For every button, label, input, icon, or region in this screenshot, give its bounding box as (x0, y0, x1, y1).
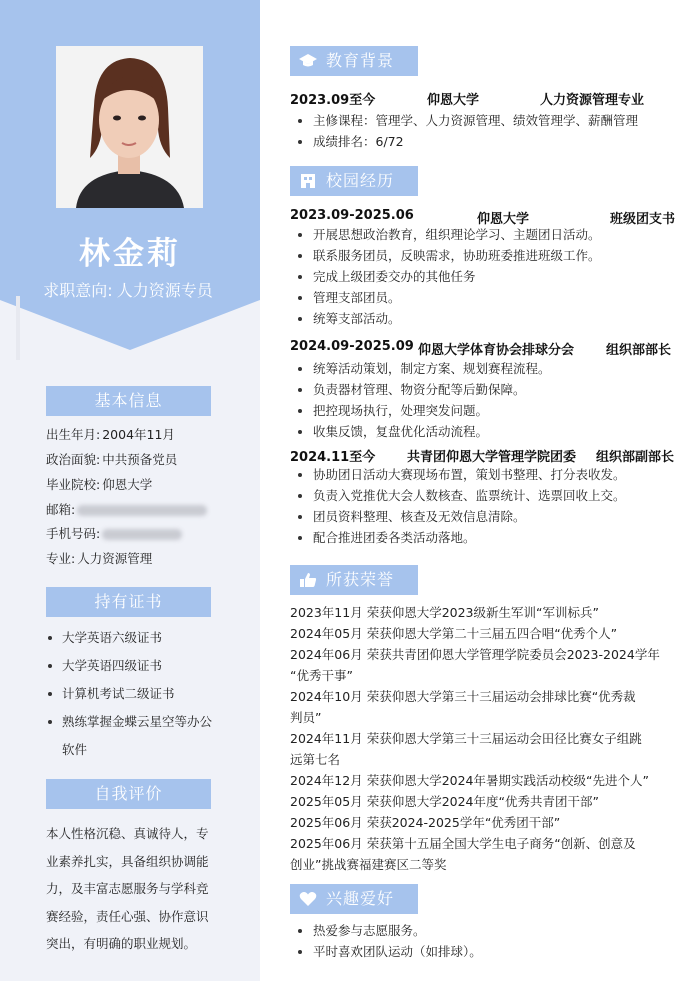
campus-entry-date: 2024.11至今 (290, 450, 376, 465)
campus-entry-item: 联系服务团员，反映需求，协助班委推进班级工作。 (290, 245, 685, 266)
politics-label: 政治面貌: (46, 452, 101, 467)
honor-line: 2024年10月 荣获仰恩大学第三十三届运动会排球比赛“优秀裁 (290, 689, 636, 704)
job-intent-label: 求职意向: (43, 281, 113, 300)
info-phone (46, 524, 182, 542)
certificate-item: 熟练掌握金蝶云星空等办公 (46, 708, 236, 736)
honor-line: 2023年11月 荣获仰恩大学2023级新生军训“军训标兵” (290, 605, 599, 620)
campus-entry-item: 统筹支部活动。 (290, 308, 685, 329)
campus-entry-org: 仰恩大学 (477, 212, 530, 227)
email-value-blurred (77, 505, 207, 516)
education-list (290, 110, 685, 152)
section-self-eval-title: 自我评价 (46, 779, 211, 809)
profile-header (0, 0, 260, 350)
campus-entry-item: 负责入党推优大会人数核查、监票统计、选票回收上交。 (290, 485, 685, 506)
certificate-item: 大学英语四级证书 (46, 652, 236, 680)
major-label: 专业: (46, 551, 76, 566)
campus-entry-item: 把控现场执行，处理突发问题。 (290, 400, 685, 421)
major-value: 人力资源管理 (77, 551, 153, 566)
profile-photo (56, 46, 203, 208)
campus-entry-item: 收集反馈，复盘优化活动流程。 (290, 421, 685, 442)
section-campus-label: 校园经历 (326, 171, 395, 190)
phone-value-blurred (102, 529, 182, 540)
school-label: 毕业院校: (46, 477, 101, 492)
campus-entry-date: 2023.09-2025.06 (290, 208, 414, 223)
side-decoration (16, 296, 20, 360)
heart-icon (299, 891, 317, 907)
building-icon (299, 173, 317, 189)
education-item: 主修课程：管理学、人力资源管理、绩效管理学、薪酬管理 (290, 110, 685, 131)
section-campus-title (290, 166, 418, 196)
section-hobbies-label: 兴趣爱好 (326, 889, 395, 908)
honor-line: “优秀干事” (290, 668, 353, 683)
honor-line: 创业”挑战赛福建赛区二等奖 (290, 857, 447, 872)
campus-entry-org: 仰恩大学体育协会排球分会 (418, 343, 575, 358)
education-date: 2023.09至今 (290, 93, 376, 108)
section-honors-title (290, 565, 418, 595)
self-eval-line: 赛经验，责任心强、协作意识 (46, 908, 209, 924)
self-eval-line: 力，及丰富志愿服务与学科竞 (46, 881, 209, 896)
certificate-item: 大学英语六级证书 (46, 624, 236, 652)
self-eval-line: 业素养扎实，具备组织协调能 (46, 853, 209, 869)
left-sidebar (0, 0, 260, 981)
section-education-title (290, 46, 418, 76)
info-email (46, 500, 207, 518)
campus-entry-item: 协助团日活动大赛现场布置，策划书整理、打分表收发。 (290, 464, 685, 485)
honor-line: 远第七名 (290, 752, 341, 767)
campus-entry-item: 统筹活动策划，制定方案、规划赛程流程。 (290, 358, 685, 379)
education-major: 人力资源管理专业 (540, 93, 645, 108)
honor-line: 2024年06月 荣获共青团仰恩大学管理学院委员会2023-2024学年 (290, 647, 660, 662)
section-honors-label: 所获荣誉 (326, 570, 395, 589)
school-value: 仰恩大学 (102, 477, 153, 492)
campus-entry-role: 组织部副部长 (596, 450, 675, 465)
email-label: 邮箱: (46, 502, 76, 517)
job-intent-value: 人力资源专员 (116, 281, 213, 300)
info-politics (46, 450, 177, 468)
info-school (46, 475, 152, 493)
self-eval-line: 突出，有明确的职业规划。 (46, 936, 197, 951)
campus-entry-item: 开展思想政治教育，组织理论学习、主题团日活动。 (290, 224, 685, 245)
certificate-list (46, 624, 236, 736)
honor-line: 2024年05月 荣获仰恩大学第二十三届五四合唱“优秀个人” (290, 626, 618, 641)
hobby-item: 热爱参与志愿服务。 (290, 920, 685, 941)
politics-value: 中共预备党员 (102, 452, 178, 467)
campus-entry-role: 班级团支书 (610, 212, 676, 227)
birth-label: 出生年月: (46, 427, 101, 442)
hobbies-list (290, 920, 685, 962)
birth-value: 2004年11月 (102, 427, 175, 442)
section-hobbies-title (290, 884, 418, 914)
section-certificates-title: 持有证书 (46, 587, 211, 617)
certificate-item: 计算机考试二级证书 (46, 680, 236, 708)
campus-entry-list (290, 224, 685, 329)
job-intent (0, 278, 260, 301)
education-school: 仰恩大学 (427, 93, 480, 108)
portrait-image (56, 46, 203, 208)
campus-entry-list (290, 464, 685, 548)
candidate-name: 林金莉 (79, 236, 181, 272)
campus-entry-item: 负责器材管理、物资分配等后勤保障。 (290, 379, 685, 400)
campus-entry-date: 2024.09-2025.09 (290, 339, 414, 354)
campus-entry-role: 组织部部长 (606, 343, 672, 358)
campus-entry-list (290, 358, 685, 442)
phone-label: 手机号码: (46, 526, 101, 541)
campus-entry-org: 共青团仰恩大学管理学院团委 (407, 450, 577, 465)
education-item: 成绩排名：6/72 (290, 131, 685, 152)
campus-entry-item: 配合推进团委各类活动落地。 (290, 527, 685, 548)
graduation-cap-icon (299, 53, 317, 69)
honors-list (290, 602, 670, 875)
honor-line: 2025年06月 荣获2024-2025学年“优秀团干部” (290, 815, 561, 830)
info-major (46, 549, 152, 567)
honor-line: 判员” (290, 710, 322, 725)
honor-line: 2024年11月 荣获仰恩大学第三十三届运动会田径比赛女子组跳 (290, 731, 642, 746)
self-eval-text (46, 820, 226, 958)
campus-entry-item: 完成上级团委交办的其他任务 (290, 266, 685, 287)
honor-line: 2025年05月 荣获仰恩大学2024年度“优秀共青团干部” (290, 794, 599, 809)
hobby-item: 平时喜欢团队运动（如排球）。 (290, 941, 685, 962)
self-eval-line: 本人性格沉稳、真诚待人，专 (46, 826, 209, 841)
section-education-label: 教育背景 (326, 51, 395, 70)
thumbs-up-icon (299, 572, 317, 588)
campus-entry-item: 管理支部团员。 (290, 287, 685, 308)
info-birth (46, 425, 175, 443)
campus-entry-item: 团员资料整理、核查及无效信息清除。 (290, 506, 685, 527)
certificate-item-continued: 软件 (62, 742, 88, 757)
honor-line: 2024年12月 荣获仰恩大学2024年暑期实践活动校级“先进个人” (290, 773, 649, 788)
honor-line: 2025年06月 荣获第十五届全国大学生电子商务“创新、创意及 (290, 836, 636, 851)
section-basic-info-title: 基本信息 (46, 386, 211, 416)
